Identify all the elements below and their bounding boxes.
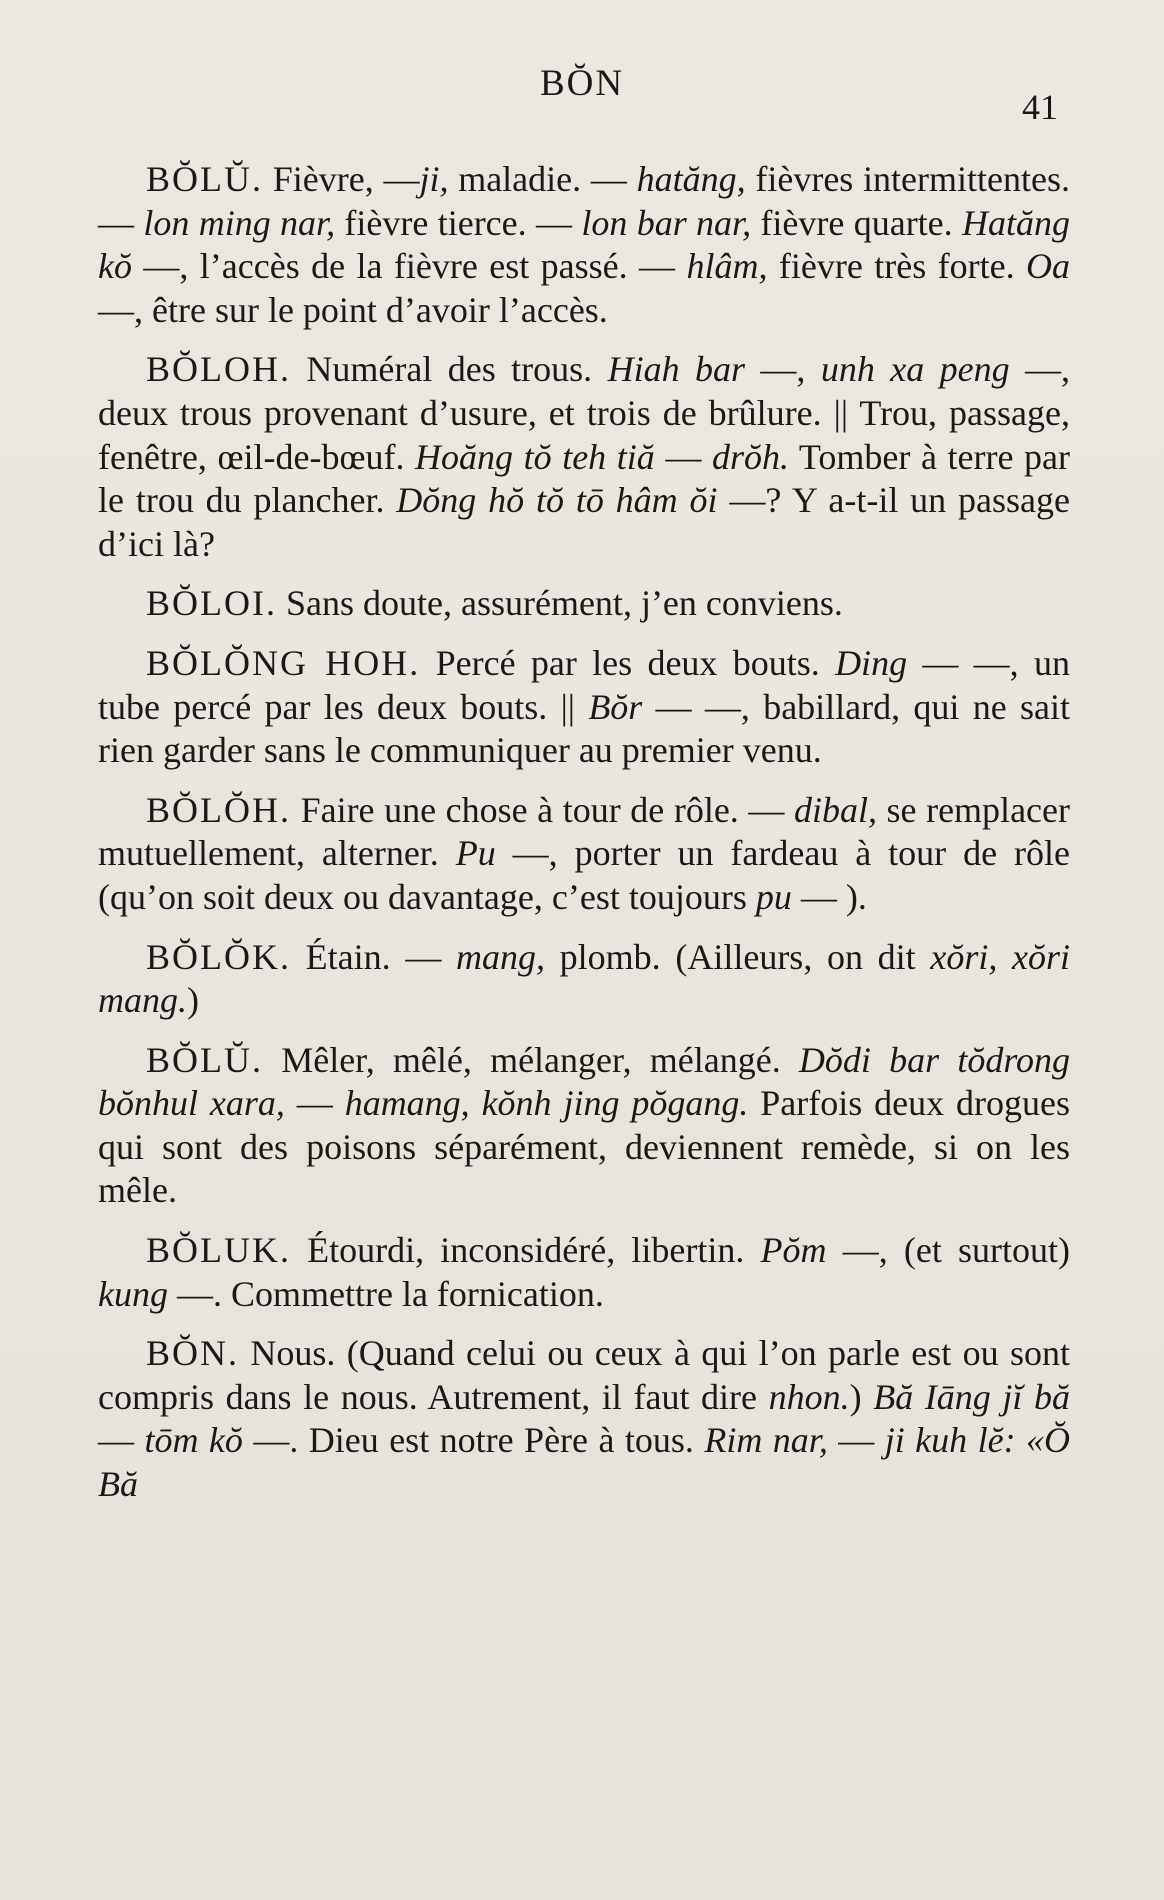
- dictionary-entry: [98, 158, 1070, 332]
- page-number: 41: [1022, 87, 1058, 127]
- running-head: BŎN: [539, 63, 625, 104]
- dictionary-entry: [98, 936, 1070, 1023]
- entry-example: pu: [755, 876, 792, 917]
- entry-example: Dŏdi bar tŏdrong bŏnhul xara,: [98, 1039, 1071, 1124]
- dictionary-entry: [98, 1229, 1070, 1316]
- entry-headword: BŎLOI.: [146, 583, 277, 624]
- entry-example: Oa: [1026, 246, 1071, 287]
- entry-headword: BŎLŬ.: [146, 1039, 263, 1080]
- dictionary-entry: [98, 582, 1070, 626]
- entry-text: —: [827, 1420, 885, 1461]
- entry-text: —. Dieu est notre Père à tous.: [242, 1420, 705, 1461]
- dictionary-entry: [98, 642, 1070, 773]
- entry-text: fièvre quarte.: [751, 202, 963, 243]
- entry-example: Hiah bar: [607, 349, 745, 390]
- entry-text: —, (et surtout): [826, 1230, 1070, 1271]
- entry-text: —: [654, 436, 712, 477]
- entry-text: ): [187, 980, 199, 1021]
- entry-text: Sans doute, assurément, j’en conviens.: [277, 583, 843, 624]
- entry-headword: BŎLŎK.: [146, 936, 291, 977]
- entry-example: Hoăng tŏ teh tiă: [415, 436, 655, 477]
- entry-example: Pu: [455, 833, 496, 874]
- entry-text: Étourdi, inconsidéré, libertin.: [291, 1230, 761, 1271]
- entry-text: Numéral des trous.: [291, 349, 608, 390]
- entry-text: Mêler, mêlé, mélanger, mélangé.: [263, 1039, 799, 1080]
- entry-text: — —, un tube percé par les deux bouts. ||: [98, 642, 1070, 727]
- entry-text: —,: [745, 349, 821, 390]
- entry-example: nhon.: [768, 1376, 850, 1417]
- entry-example: hlâm,: [686, 246, 768, 287]
- entry-example: unh xa peng: [820, 349, 1010, 390]
- entry-text: fièvres intermittentes. —: [98, 159, 1070, 243]
- dictionary-entry: [98, 348, 1070, 566]
- entry-text: Tomber à terre par le trou du plancher.: [98, 436, 1071, 521]
- entry-text: ): [849, 1376, 874, 1417]
- entry-text: plomb. (Ailleurs, on dit: [545, 936, 931, 977]
- entry-example: Hatăng kŏ: [98, 202, 1071, 287]
- dictionary-entry: [98, 1332, 1070, 1506]
- entry-headword: BŎLŬ.: [146, 159, 263, 199]
- entry-example: hatăng,: [636, 159, 746, 199]
- dictionary-entry: [98, 1039, 1070, 1213]
- entry-example: kung: [98, 1273, 168, 1314]
- entry-example: Pŏm: [760, 1230, 827, 1271]
- entry-headword: BŎLUK.: [146, 1230, 291, 1271]
- entry-headword: BŎLOH.: [146, 349, 291, 390]
- entry-text: maladie. —: [448, 159, 637, 199]
- entry-text: Faire une chose à tour de rôle. —: [291, 789, 794, 830]
- entry-text: —, porter un fardeau à tour de rôle (qu’on soit deux ou davantage, c’est toujours: [98, 833, 1070, 917]
- entry-headword: BŎN.: [146, 1333, 240, 1374]
- entry-text: —, être sur le point d’avoir l’accès.: [98, 289, 608, 330]
- entry-example: ji kuh lĕ: «Ŏ Bă: [98, 1420, 1071, 1505]
- entry-example: xŏri, xŏri mang.: [98, 936, 1070, 1021]
- entry-text: Parfois deux drogues qui sont des poisons séparément, deviennent remède, si on les mêle.: [98, 1083, 1070, 1211]
- entry-text: Percé par les deux bouts.: [420, 642, 836, 683]
- entry-example: dibal,: [793, 789, 877, 830]
- entry-text: — —, babillard, qui ne sait rien garder sans le communiquer au premier venu.: [98, 686, 1070, 771]
- entry-headword: BŎLŎNG HOH.: [146, 642, 421, 683]
- entry-text: —? Y a-t-il un passage d’ici là?: [98, 480, 1070, 564]
- entry-text: —, deux trous provenant d’usure, et trois de brûlure. || Trou, passage, fenêtre, œil-de-bœuf.: [98, 349, 1071, 477]
- entry-example: mang,: [456, 936, 545, 977]
- entry-text: —. Commettre la fornication.: [167, 1273, 604, 1314]
- entry-text: se remplacer mutuellement, alterner.: [98, 789, 1070, 874]
- entry-example: tōm kŏ: [144, 1420, 243, 1461]
- entry-text: —: [98, 1420, 145, 1461]
- dictionary-entry: [98, 789, 1070, 920]
- entry-headword: BŎLŎH.: [146, 789, 291, 830]
- entry-example: Bă Iāng jĭ bă: [873, 1376, 1070, 1417]
- entry-text: — ).: [791, 876, 867, 917]
- entry-example: Bŏr: [588, 686, 643, 727]
- entry-text: —, l’accès de la fièvre est passé. —: [131, 246, 687, 287]
- entry-example: hamang, kŏnh jing pŏgang.: [344, 1083, 749, 1124]
- entry-example: Rim nar,: [704, 1420, 828, 1461]
- entry-example: lon ming nar,: [143, 202, 336, 243]
- entry-text: fièvre très forte.: [767, 246, 1027, 287]
- entry-text: —: [284, 1083, 345, 1124]
- entry-example: drŏh.: [711, 436, 789, 477]
- entry-text: Fièvre, —: [263, 159, 420, 199]
- entry-example: Dŏng hŏ tŏ tō hâm ŏi: [396, 480, 718, 521]
- entry-list: [98, 158, 1070, 1523]
- entry-example: ji,: [419, 159, 449, 199]
- entry-text: Étain. —: [291, 936, 456, 977]
- entry-example: Ding: [835, 642, 908, 683]
- entry-example: lon bar nar,: [581, 202, 752, 243]
- entry-text: fièvre tierce. —: [335, 202, 582, 243]
- entry-text: Nous. (Quand celui ou ceux à qui l’on parle est ou sont compris dans le nous. Autrement, il faut dire: [98, 1333, 1070, 1417]
